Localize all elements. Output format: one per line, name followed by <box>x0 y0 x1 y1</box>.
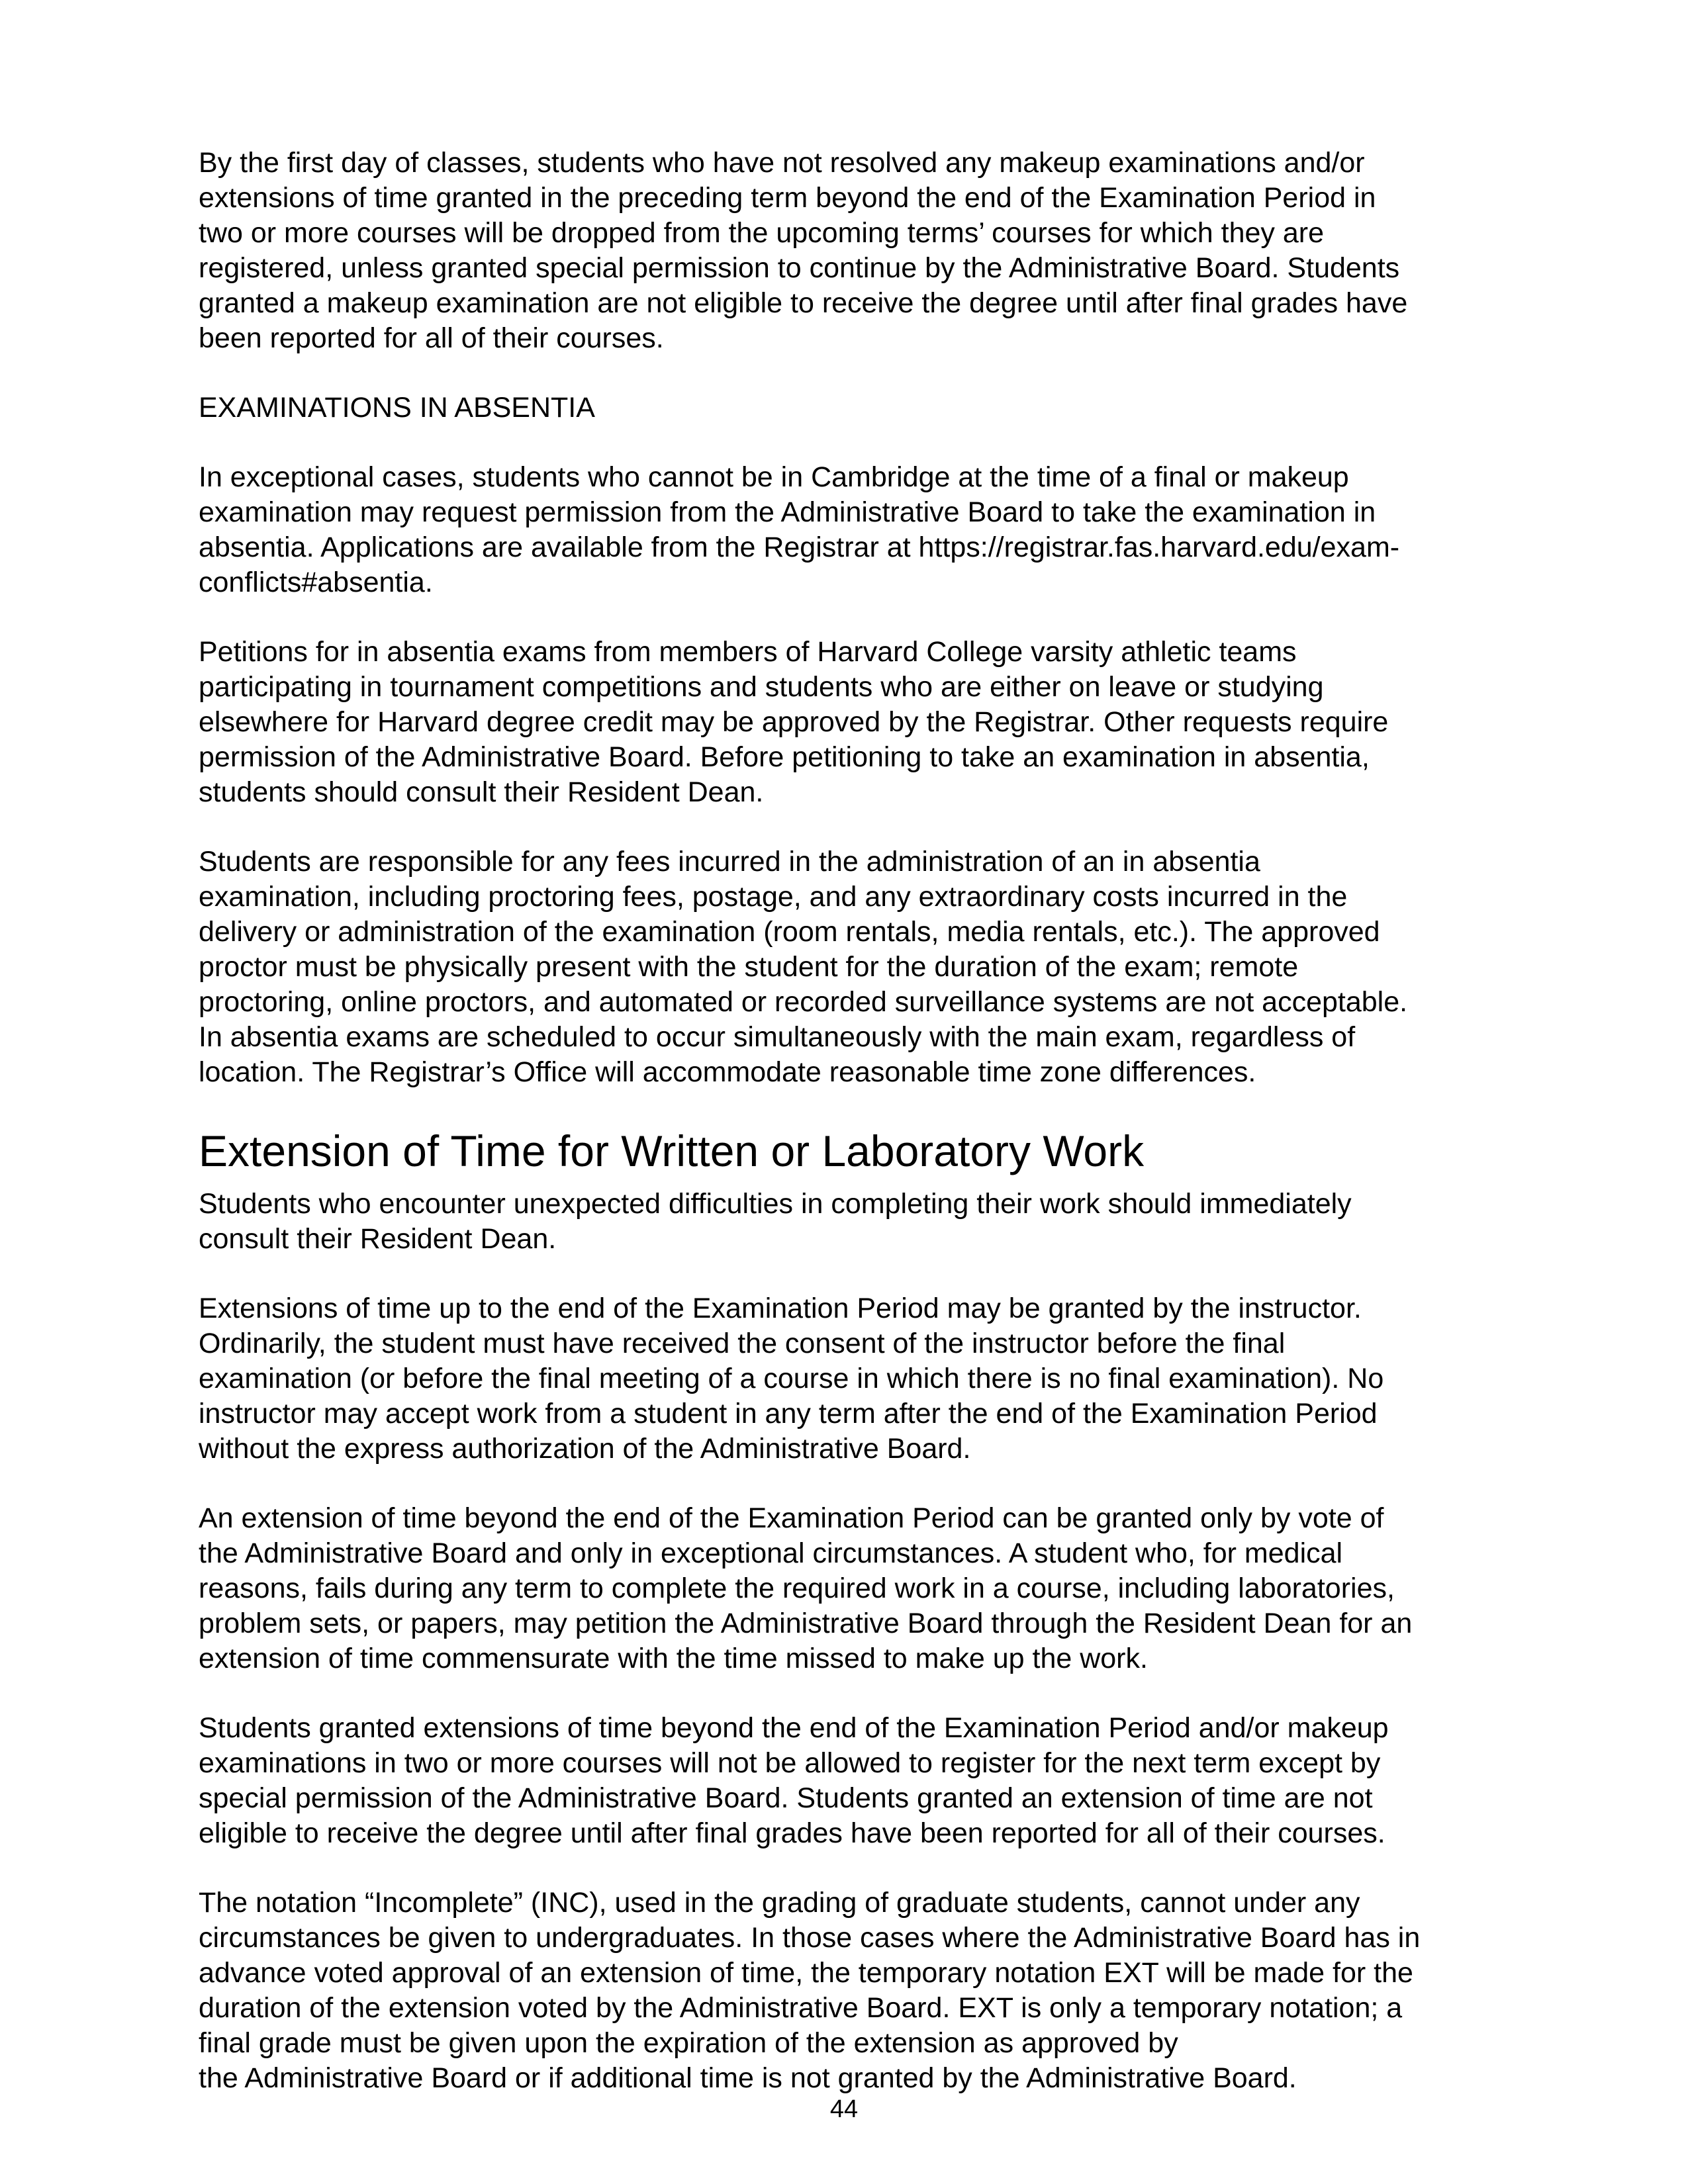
paragraph-line: two or more courses will be dropped from the upcoming terms’ courses for which they are <box>199 217 1325 249</box>
paragraph-line: Students granted extensions of time beyond the end of the Examination Period and/or makeup <box>199 1712 1389 1744</box>
absentia-section <box>199 460 1516 1090</box>
paragraph-line: conflicts#absentia. <box>199 567 433 598</box>
paragraph-line: final grade must be given upon the expiration of the extension as approved by <box>199 2027 1178 2059</box>
paragraph-line: An extension of time beyond the end of the Examination Period can be granted only by vote of <box>199 1502 1384 1534</box>
paragraph-line: Ordinarily, the student must have received the consent of the instructor before the final <box>199 1328 1286 1359</box>
paragraph-line: examination (or before the final meeting of a course in which there is no final examination). No <box>199 1363 1384 1394</box>
paragraph-line: students should consult their Resident Dean. <box>199 776 764 808</box>
paragraph <box>199 1187 1516 1257</box>
paragraph-line: special permission of the Administrative Board. Students granted an extension of time are not <box>199 1782 1373 1814</box>
paragraph <box>199 1886 1516 2096</box>
page-number: 44 <box>829 2095 859 2123</box>
paragraph-line: Students who encounter unexpected difficulties in completing their work should immediately <box>199 1188 1352 1220</box>
absentia-subheading: EXAMINATIONS IN ABSENTIA <box>199 392 595 424</box>
paragraph-line: eligible to receive the degree until after final grades have been reported for all of their courses. <box>199 1817 1385 1849</box>
paragraph-line: location. The Registrar’s Office will accommodate reasonable time zone differences. <box>199 1056 1256 1088</box>
paragraph-line: extension of time commensurate with the time missed to make up the work. <box>199 1643 1148 1674</box>
intro-section <box>199 146 1516 356</box>
paragraph-line: extensions of time granted in the preceding term beyond the end of the Examination Period in <box>199 182 1376 214</box>
paragraph-line: circumstances be given to undergraduates. In those cases where the Administrative Board has in <box>199 1922 1421 1954</box>
paragraph-line: Extensions of time up to the end of the Examination Period may be granted by the instructor. <box>199 1293 1362 1324</box>
paragraph-line: proctor must be physically present with the student for the duration of the exam; remote <box>199 951 1299 983</box>
paragraph-line: consult their Resident Dean. <box>199 1223 557 1255</box>
paragraph-line: elsewhere for Harvard degree credit may be approved by the Registrar. Other requests require <box>199 706 1389 738</box>
paragraph-line: without the express authorization of the Administrative Board. <box>199 1433 971 1465</box>
paragraph-line: The notation “Incomplete” (INC), used in the grading of graduate students, cannot under any <box>199 1887 1360 1919</box>
paragraph-line: examination, including proctoring fees, postage, and any extraordinary costs incurred in the <box>199 881 1348 913</box>
paragraph <box>199 1291 1516 1467</box>
paragraph-line: registered, unless granted special permission to continue by the Administrative Board. Students <box>199 252 1400 284</box>
extension-section-title: Extension of Time for Written or Laboratory Work <box>199 1126 1145 1175</box>
page-content <box>199 146 1516 2130</box>
paragraph-line: examination may request permission from the Administrative Board to take the examination in <box>199 496 1376 528</box>
paragraph-line: granted a makeup examination are not eligible to receive the degree until after final grades have <box>199 287 1408 319</box>
paragraph <box>199 460 1516 600</box>
paragraph-line: delivery or administration of the examination (room rentals, media rentals, etc.). The approved <box>199 916 1380 948</box>
paragraph-line: the Administrative Board and only in exceptional circumstances. A student who, for medical <box>199 1537 1343 1569</box>
paragraph <box>199 1501 1516 1676</box>
paragraph-line: reasons, fails during any term to complete the required work in a course, including laboratories, <box>199 1572 1395 1604</box>
paragraph-line: In absentia exams are scheduled to occur simultaneously with the main exam, regardless of <box>199 1021 1356 1053</box>
paragraph-line: permission of the Administrative Board. Before petitioning to take an examination in absentia, <box>199 741 1370 773</box>
paragraph-line: participating in tournament competitions and students who are either on leave or studying <box>199 671 1324 703</box>
paragraph-line: examinations in two or more courses will not be allowed to register for the next term except by <box>199 1747 1381 1779</box>
paragraph <box>199 1711 1516 1851</box>
paragraph-line: By the first day of classes, students who have not resolved any makeup examinations and/or <box>199 147 1365 179</box>
paragraph-line: duration of the extension voted by the Administrative Board. EXT is only a temporary notation; a <box>199 1992 1403 2024</box>
paragraph <box>199 146 1516 356</box>
paragraph-line: In exceptional cases, students who cannot be in Cambridge at the time of a final or makeup <box>199 461 1349 493</box>
paragraph-line: advance voted approval of an extension of time, the temporary notation EXT will be made for the <box>199 1957 1413 1989</box>
paragraph-line: Students are responsible for any fees incurred in the administration of an in absentia <box>199 846 1260 878</box>
paragraph <box>199 844 1516 1090</box>
paragraph <box>199 635 1516 810</box>
paragraph-line: absentia. Applications are available from the Registrar at https://registrar.fas.harvard.edu/exam- <box>199 531 1400 563</box>
paragraph-line: the Administrative Board or if additional time is not granted by the Administrative Board. <box>199 2062 1297 2094</box>
paragraph-line: been reported for all of their courses. <box>199 322 664 354</box>
paragraph-line: problem sets, or papers, may petition the Administrative Board through the Resident Dean for an <box>199 1608 1413 1639</box>
paragraph-line: instructor may accept work from a student in any term after the end of the Examination Period <box>199 1398 1378 1430</box>
paragraph-line: proctoring, online proctors, and automated or recorded surveillance systems are not acceptable. <box>199 986 1408 1018</box>
extension-section <box>199 1187 1516 2096</box>
paragraph-line: Petitions for in absentia exams from members of Harvard College varsity athletic teams <box>199 636 1297 668</box>
